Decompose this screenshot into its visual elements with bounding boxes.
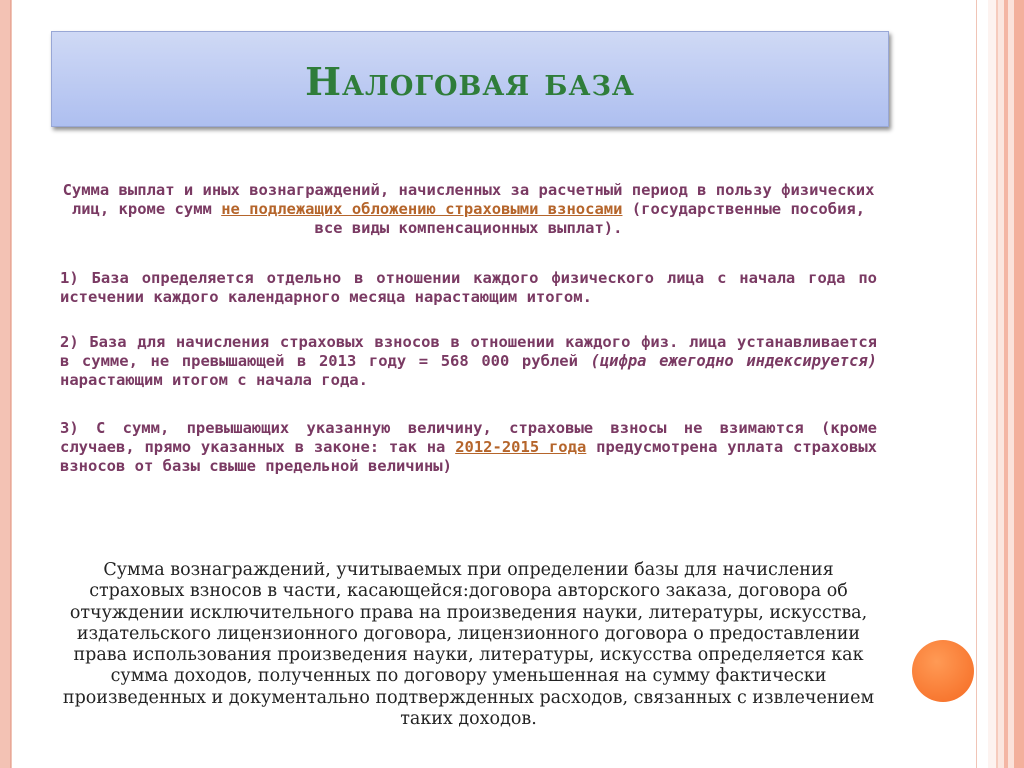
intro-text-1: Сумма выплат и иных вознаграждений, начисленных за расчетный период в пользу физических лиц, кроме сумм [62, 181, 875, 218]
title-banner [51, 31, 889, 127]
intro-text-2: (государственные пособия, все виды компенсационных выплат). [314, 200, 866, 237]
slide-title: Налоговая база [305, 58, 635, 104]
list-item-3 [60, 419, 877, 476]
item-1-text: 1) База определяется отдельно в отношении каждого физического лица с начала года по истечении каждого календарного месяца нарастающим итогом. [60, 269, 877, 306]
item-3-text-2: предусмотрена уплата страховых взносов от базы свыше предельной величины) [60, 438, 877, 475]
slide-frame-left [0, 0, 11, 768]
item-3-link[interactable]: 2012-2015 года [455, 438, 587, 456]
slide-frame-right [988, 0, 1024, 768]
item-3-text-1: 3) С сумм, превышающих указанную величину, страховые взносы не взимаются (кроме случаев, прямо указанных в законе: так на [60, 419, 877, 456]
list-item-2 [60, 333, 877, 390]
item-2-text-2: нарастающим итогом с начала года. [60, 371, 368, 389]
intro-paragraph [60, 181, 877, 238]
intro-link[interactable]: не подлежащих обложению страховыми взносами [221, 200, 623, 218]
decorative-circle-icon [912, 640, 974, 702]
list-item-1 [60, 269, 877, 307]
item-2-italic-note: (цифра ежегодно индексируется) [590, 352, 877, 370]
item-2-text-1: 2) База для начисления страховых взносов в отношении каждого физ. лица устанавливается в сумме, не превышающей в 2013 году = 568 000 рублей [60, 333, 877, 370]
bottom-paragraph: Сумма вознаграждений, учитываемых при определении базы для начисления страховых взносов в части, касающейся:договора авторского заказа, договора об отчуждении исключительного права на произведения науки, литературы, искусства, издательского лицензионного договора, лицензионного договора о предоставлении права использования произведения науки, литературы, искусства определяется как сумма доходов, полученных по договору уменьшенная на сумму фактически произведенных и документально подтвержденных расходов, связанных с извлечением таких доходов. [62, 560, 875, 730]
